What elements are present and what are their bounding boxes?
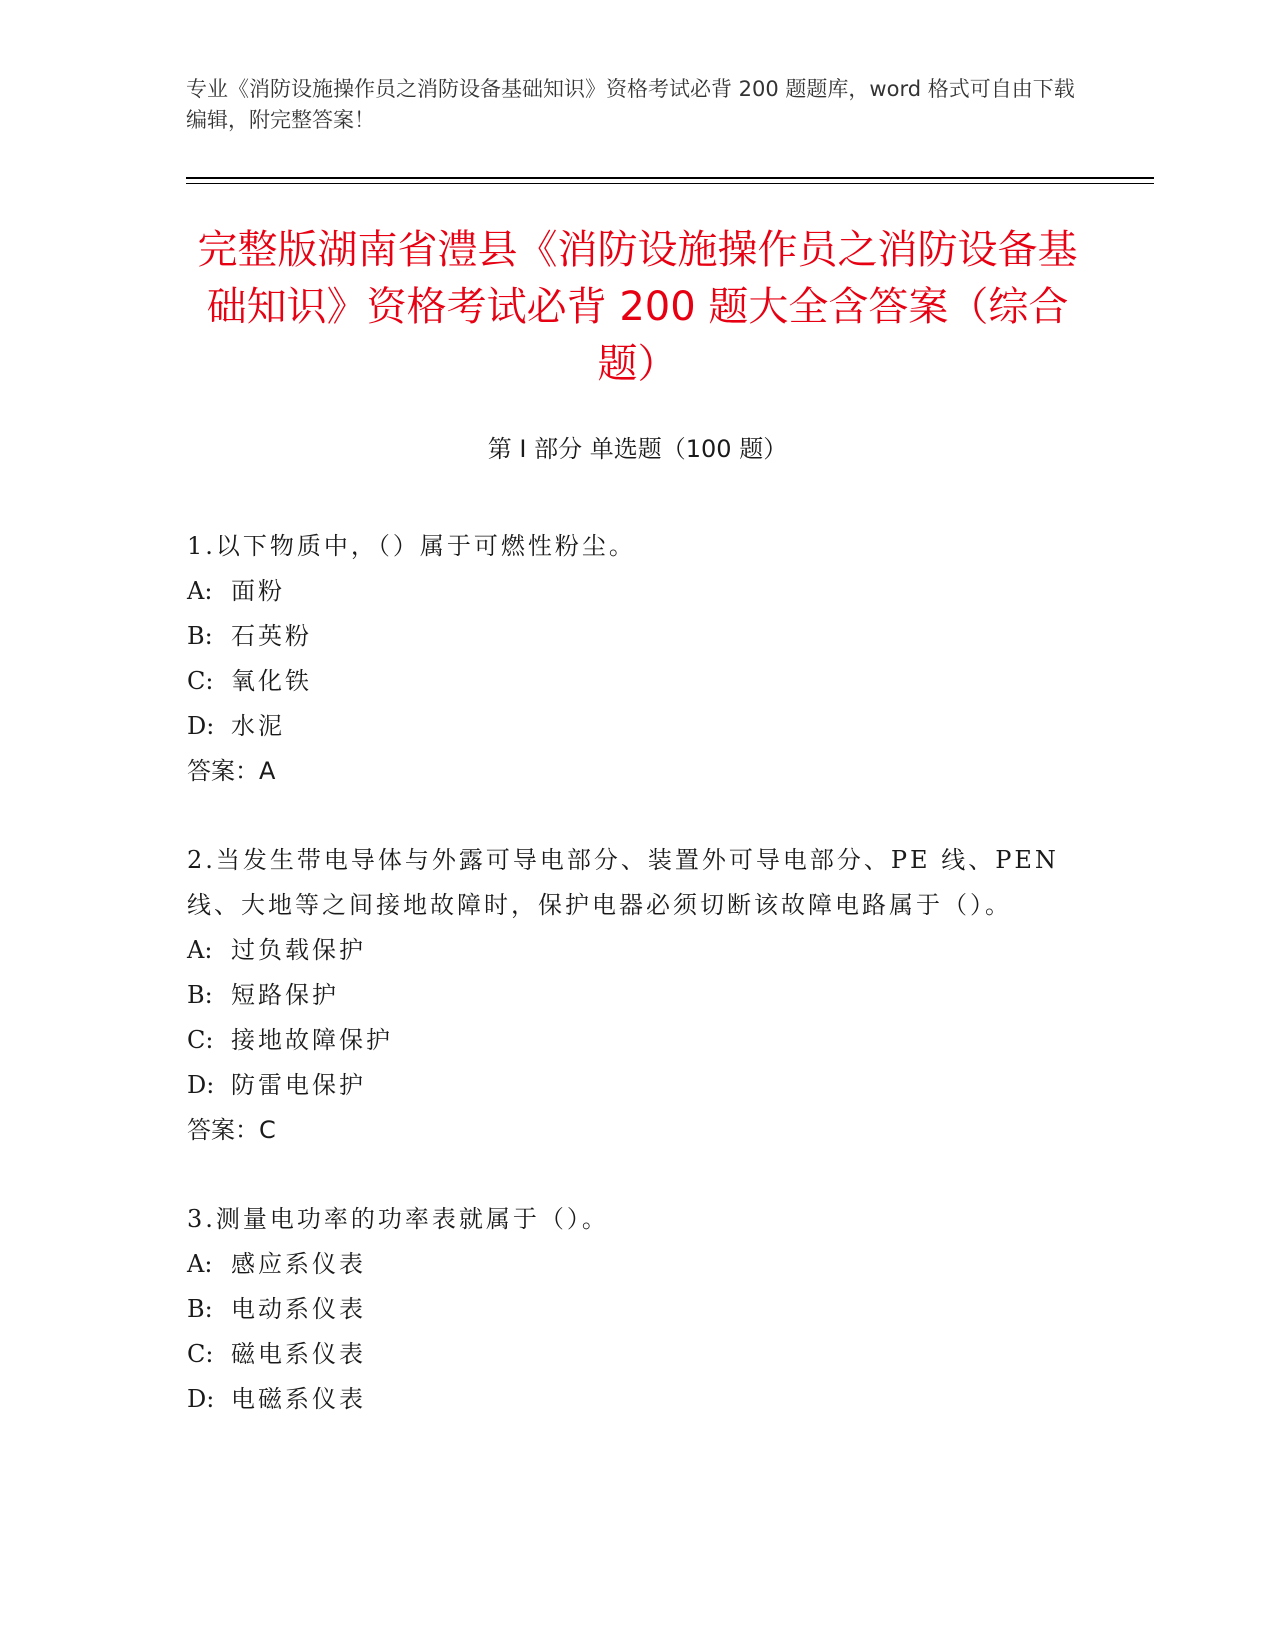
header-rule-thick bbox=[186, 177, 1154, 179]
option-text: 电动系仪表 bbox=[231, 1295, 366, 1323]
question-list bbox=[187, 524, 1087, 1466]
option-letter: A: bbox=[187, 936, 213, 964]
answer-line bbox=[187, 749, 1087, 794]
option-b bbox=[187, 1287, 1087, 1332]
option-d bbox=[187, 704, 1087, 749]
option-letter: A: bbox=[187, 1250, 213, 1278]
option-letter: B: bbox=[187, 981, 213, 1009]
answer-value: C bbox=[259, 1116, 276, 1144]
option-letter: D: bbox=[187, 1385, 215, 1413]
option-text: 过负载保护 bbox=[231, 936, 366, 964]
option-text: 感应系仪表 bbox=[231, 1250, 366, 1278]
option-letter: A: bbox=[187, 577, 213, 605]
option-letter: B: bbox=[187, 622, 213, 650]
option-text: 水泥 bbox=[231, 712, 285, 740]
option-d bbox=[187, 1063, 1087, 1108]
option-text: 磁电系仪表 bbox=[231, 1340, 366, 1368]
option-c bbox=[187, 1018, 1087, 1063]
question-stem: 3.测量电功率的功率表就属于（）。 bbox=[187, 1205, 609, 1233]
question-stem: 2.当发生带电导体与外露可导电部分、装置外可导电部分、PE 线、PEN 线、大地等之间接地故障时，保护电器必须切断该故障电路属于（）。 bbox=[187, 846, 1059, 919]
option-d bbox=[187, 1377, 1087, 1422]
option-letter: C: bbox=[187, 667, 214, 695]
question-1 bbox=[187, 524, 1087, 794]
question-3 bbox=[187, 1197, 1087, 1422]
option-text: 电磁系仪表 bbox=[231, 1385, 366, 1413]
option-letter: D: bbox=[187, 1071, 215, 1099]
option-text: 氧化铁 bbox=[231, 667, 312, 695]
answer-value: A bbox=[259, 757, 276, 785]
option-letter: C: bbox=[187, 1026, 214, 1054]
option-text: 石英粉 bbox=[231, 622, 312, 650]
option-letter: C: bbox=[187, 1340, 214, 1368]
option-text: 短路保护 bbox=[231, 981, 339, 1009]
document-title: 完整版湖南省澧县《消防设施操作员之消防设备基础知识》资格考试必背 200 题大全含答案（综合题） bbox=[197, 227, 1078, 387]
answer-label: 答案： bbox=[187, 1116, 259, 1144]
option-b bbox=[187, 614, 1087, 659]
answer-line bbox=[187, 1108, 1087, 1153]
option-b bbox=[187, 973, 1087, 1018]
option-c bbox=[187, 659, 1087, 704]
answer-label: 答案： bbox=[187, 757, 259, 785]
section-title: 第 I 部分 单选题（100 题） bbox=[487, 435, 788, 463]
option-text: 接地故障保护 bbox=[231, 1026, 393, 1054]
option-a bbox=[187, 569, 1087, 614]
option-letter: B: bbox=[187, 1295, 213, 1323]
option-letter: D: bbox=[187, 712, 215, 740]
option-c bbox=[187, 1332, 1087, 1377]
question-2 bbox=[187, 838, 1087, 1153]
option-a bbox=[187, 928, 1087, 973]
header-note: 专业《消防设施操作员之消防设备基础知识》资格考试必背 200 题题库，word 格式可自由下载编辑，附完整答案！ bbox=[186, 77, 1075, 132]
option-a bbox=[187, 1242, 1087, 1287]
option-text: 防雷电保护 bbox=[231, 1071, 366, 1099]
question-stem: 1.以下物质中，（）属于可燃性粉尘。 bbox=[187, 532, 636, 560]
header-rule-thin bbox=[186, 183, 1154, 184]
option-text: 面粉 bbox=[231, 577, 285, 605]
